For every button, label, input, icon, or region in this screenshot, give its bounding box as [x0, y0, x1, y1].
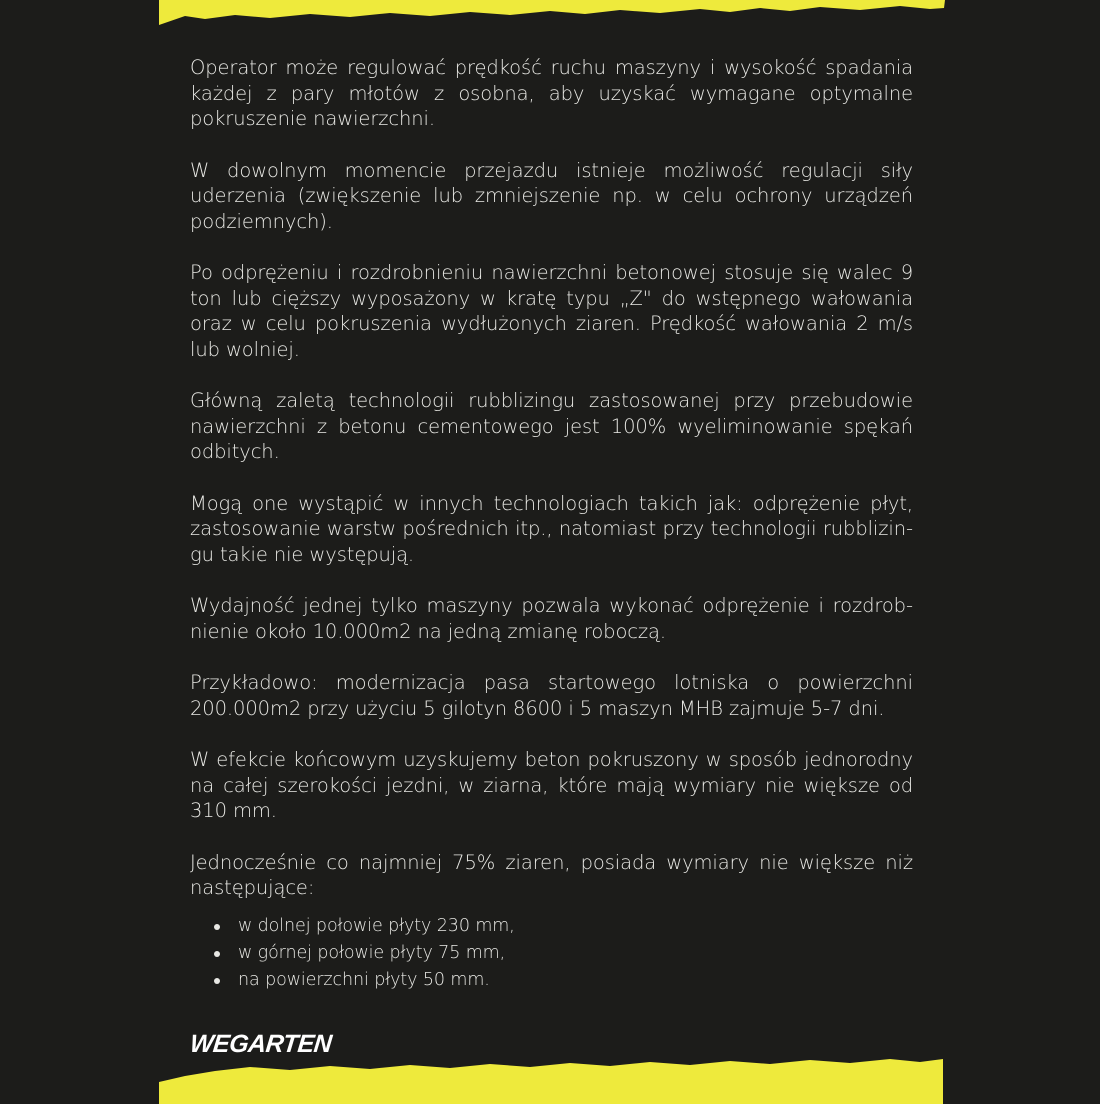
grain-size-list	[190, 913, 913, 994]
paragraph: Przykładowo: modernizacja pasa startowego lotniska o powierzchni 200.000m2 przy użyciu 5 gilotyn 8600 i 5 maszyn MHB zajmuje 5-7 dni.	[190, 671, 913, 720]
torn-paper-bottom-decoration	[0, 1059, 1100, 1104]
paragraph: Po odprężeniu i rozdrobnieniu nawierzchni betonowej stosuje się walec 9 ton lub cięższy wyposażony w kratę typu „Z" do wstępnego wałowania oraz w celu pokruszenia wydłużonych ziaren. Prędkość wałowania 2 m/s lub wolniej.	[190, 261, 913, 361]
paragraph: Jednocześnie co najmniej 75% ziaren, posiada wymiary nie większe niż następujące:	[190, 850, 913, 899]
paragraph: W efekcie końcowym uzyskujemy beton pokruszony w sposób jednorodny na całej szerokości jezdni, w ziarna, które mają wymiary nie większe od 310 mm.	[190, 748, 913, 822]
paragraph: W dowolnym momencie przejazdu istnieje możliwość regulacji siły uderzenia (zwiększenie lub zmniejszenie np. w celu ochrony urządzeń podziemnych).	[190, 158, 913, 233]
torn-paper-top-decoration	[0, 0, 1100, 30]
paragraph: Mogą one wystąpić w innych technologiach takich jak: odprężenie płyt, zastosowanie warstw pośrednich itp., natomiast przy technologii rubblizingu takie nie występują.	[190, 491, 913, 566]
paragraph: Operator może regulować prędkość ruchu maszyny i wysokość spadania każdej z pary młotów z osobna, aby uzyskać wymagane optymalne pokruszenie nawierzchni.	[190, 56, 913, 130]
wegarten-logo: WEGARTEN	[188, 1030, 333, 1058]
list-item: na powierzchni płyty 50 mm.	[190, 967, 913, 994]
list-item: w dolnej połowie płyty 230 mm,	[190, 913, 913, 940]
paragraph: Wydajność jednej tylko maszyny pozwala wykonać odprężenie i rozdrobnienie około 10.000m2 na jedną zmianę roboczą.	[190, 594, 913, 643]
paragraph: Główną zaletą technologii rubblizingu zastosowanej przy przebudowie nawierzchni z betonu cementowego jest 100% wyeliminowanie spękań odbitych.	[190, 389, 913, 463]
list-item: w górnej połowie płyty 75 mm,	[190, 940, 913, 967]
article-body	[190, 55, 913, 994]
